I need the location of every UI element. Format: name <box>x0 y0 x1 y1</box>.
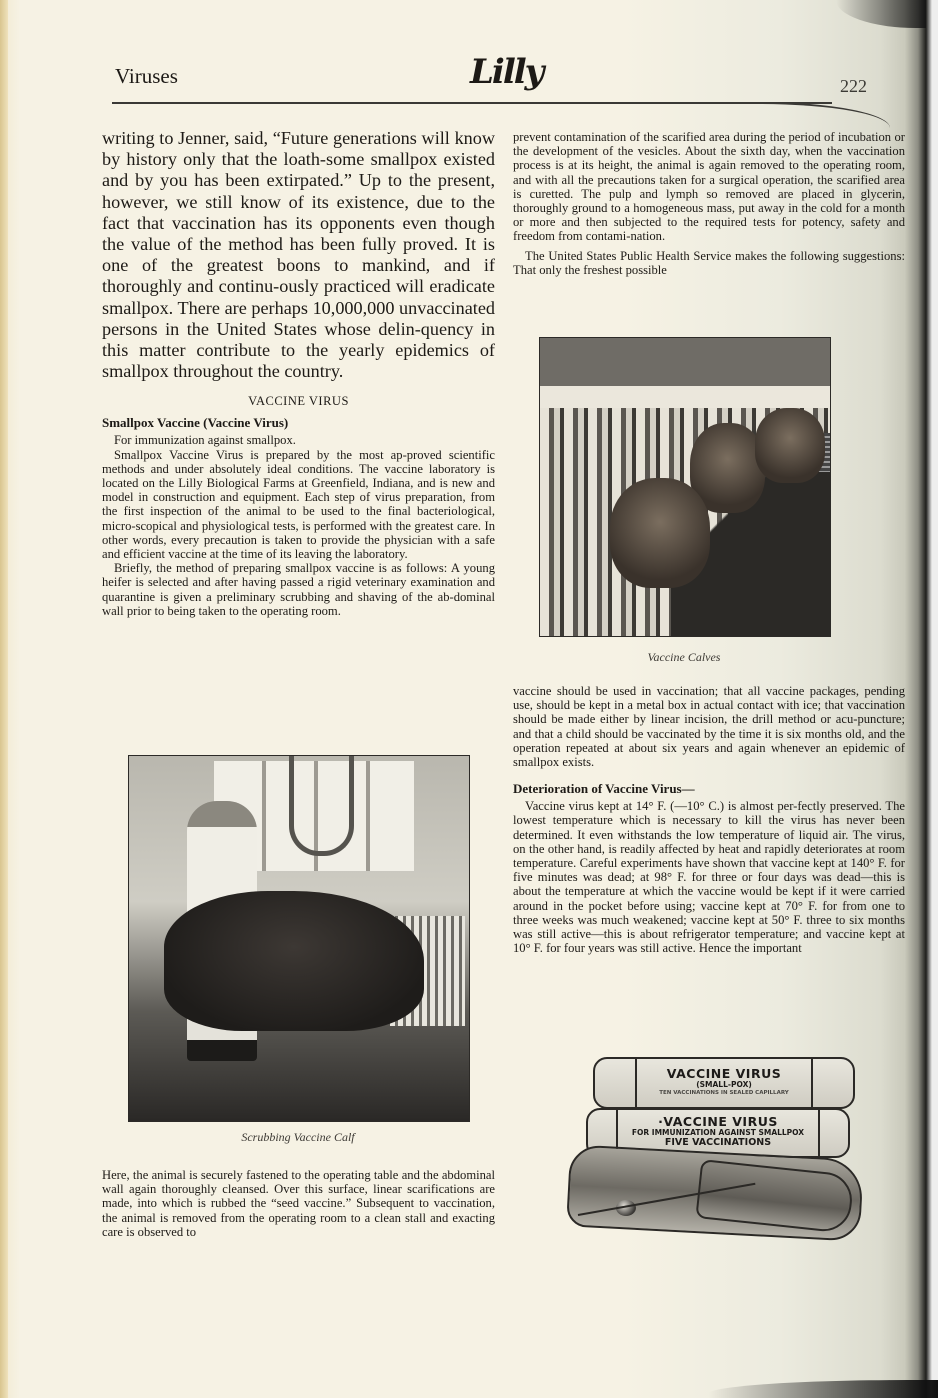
page-number: 222 <box>840 76 867 96</box>
left-column <box>102 128 495 618</box>
running-head: Viruses <box>115 64 178 88</box>
closing-paragraph: Here, the animal is securely fastened to the operating table and the abdominal wall again thoroughly cleansed. Over this surface, linear scarifications are made, into which is rubbed the “seed vaccine.” Subsequent to vaccination, the animal is removed from the operating room to a clean stall and exacting care is observed to <box>102 1168 495 1239</box>
body-paragraph: Briefly, the method of preparing smallpox vaccine is as follows: A young heifer is selected and after having passed a rigid veterinary examination and quarantine is given a preliminary scrubbing and shaving of the ab-dominal wall prior to being taken to the operating room. <box>102 561 495 618</box>
photo-hose <box>289 756 354 856</box>
section-heading: VACCINE VIRUS <box>248 394 349 409</box>
phs-paragraph: The United States Public Health Service makes the following suggestions: That only the freshest possible <box>513 248 905 277</box>
page-curl-shadow <box>836 0 926 28</box>
lilly-logo: Lilly <box>470 52 543 92</box>
illustration-vaccine-packages <box>568 1052 858 1262</box>
page-curl-shadow-bottom <box>708 1380 938 1398</box>
continuation-paragraph: prevent contamination of the scarified area during the period of incubation or the development of the vesicles. About the sixth day, when the vaccination process is at its height, the animal is again removed to the operating room, and with all the precautions taken for a surgical operation, the scarified area is curetted. The pulp and lymph so removed are placed in glycerin, thoroughly ground to a homogeneous mass, put away in the cold for a month or more and then subjected to the required tests for potency, safety and freedom from contami-nation. <box>513 130 905 244</box>
photo-calf <box>164 891 424 1031</box>
photo-stall-rail <box>540 386 830 408</box>
subheading-deterioration: Deterioration of Vaccine Virus— <box>513 781 695 797</box>
right-column-lower <box>513 684 905 955</box>
package-count: FIVE VACCINATIONS <box>664 1137 772 1148</box>
caption-vaccine-calves: Vaccine Calves <box>647 650 721 664</box>
photo-vaccine-calves <box>539 337 831 637</box>
package-subtitle: FOR IMMUNIZATION AGAINST SMALLPOX <box>631 1128 805 1137</box>
photo-scrubbing-vaccine-calf <box>128 755 470 1122</box>
phs-paragraph-continued: vaccine should be used in vaccination; that all vaccine packages, pending use, should be kept in a metal box in actual contact with ice; that vaccination should be made either by linear incision, the drill method or acu-puncture; and that a child should be vaccinated by the time it is six months old, and the operation repeated at about six years and again whenever an epidemic of smallpox exists. <box>513 684 905 770</box>
header-rule <box>112 102 832 104</box>
right-column <box>513 130 905 277</box>
package-band <box>811 1059 813 1107</box>
calf-head <box>610 478 710 588</box>
photo-wall <box>540 338 830 386</box>
package-subtitle: (SMALL-POX) <box>696 1080 752 1089</box>
deterioration-paragraph: Vaccine virus kept at 14° F. (—10° C.) is almost per-fectly preserved. The lowest temperature which is necessary to kill the virus has never been determined. It even withstands the low temperature of liquid air. The virus, on the other hand, is readily affected by heat and rapidly deteriorates at room temperature. Careful experiments have shown that vaccine kept at 140° F. for five minutes was dead; at 98° F. for three or four days was dead—this is about the temperature at which the vaccine would be kept if it were carried around in the pocket before using; vaccine kept at 70° F. for from one to three weeks was much weakened; vaccine kept at 50° F. three to six months was still active—this is about refrigerator temperature; and vaccine kept at 10° F. for four years was still active. Hence the important <box>513 799 905 956</box>
caption-scrubbing-vaccine-calf: Scrubbing Vaccine Calf <box>241 1130 355 1144</box>
binding-edge <box>0 0 8 1398</box>
package-title: VACCINE VIRUS <box>666 1066 782 1081</box>
body-paragraph: Smallpox Vaccine Virus is prepared by the most ap-proved scientific methods and under absolutely ideal conditions. The vaccine laboratory is located on the Lilly Biological Farms at Greenfield, Indiana, and is new and model in construction and equipment. Each step of virus preparation, from the first inspection of the animal to be used to the final bacteriological, micro-scopical and physiological tests, is performed with the greatest care. In other words, every precaution is taken to provide the physician with a safe and efficient vaccine at the time of its leaving the laboratory. <box>102 447 495 562</box>
body-paragraph: For immunization against smallpox. <box>114 433 296 448</box>
package-band <box>818 1110 820 1156</box>
lead-paragraph: writing to Jenner, said, “Future generations will know by history only that the loath-some smallpox existed and by you has been extirpated.” Up to the present, however, we still know of its existence, due to the fact that vaccination has its opponents even though the value of the method has been fully proved. It is one of the greatest boons to mankind, and if thoroughly and continu-ously practiced will eradicate smallpox. There are perhaps 10,000,000 unvaccinated persons in the United States whose delin-quency in this matter contribute to the yearly epidemics of smallpox throughout the country. <box>102 128 495 382</box>
subheading-smallpox-vaccine: Smallpox Vaccine (Vaccine Virus) <box>102 415 289 431</box>
package-band <box>635 1059 637 1107</box>
page-header <box>115 52 885 98</box>
header-rule-curve <box>760 102 890 130</box>
package-title: ·VACCINE VIRUS <box>658 1114 778 1129</box>
vaccine-package-ten <box>593 1057 855 1109</box>
calf-head <box>755 408 825 483</box>
package-fine-print: TEN VACCINATIONS IN SEALED CAPILLARY <box>659 1090 789 1096</box>
